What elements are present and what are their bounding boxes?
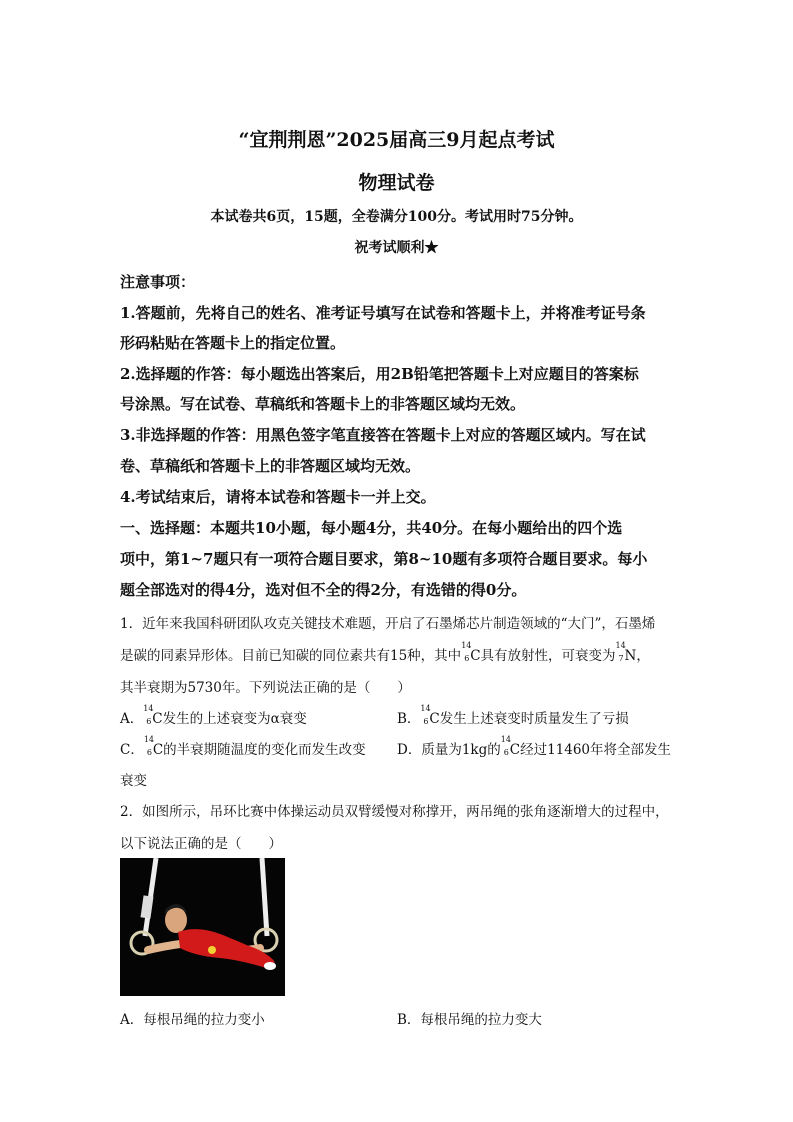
gymnast-rings-photo	[120, 858, 285, 996]
q2-line-1: 2．如图所示，吊环比赛中体操运动员双臂缓慢对称撑开，两吊绳的张角逐渐增大的过程中，	[120, 804, 669, 820]
q2-options-row-1	[120, 1008, 680, 1028]
isotope-c14	[500, 735, 511, 757]
subject-title: 物理试卷	[358, 172, 435, 194]
isotope-number: 6	[503, 748, 509, 757]
q1-option-d-continued: 衰变	[120, 773, 147, 789]
notice-item-1-line-2: 形码粘贴在答题卡上的指定位置。	[120, 334, 346, 352]
exam-title: “宜荆荆恩”2025届高三9月起点考试	[238, 129, 555, 151]
notice-heading: 注意事项：	[120, 273, 196, 291]
notice-item-2-line-1: 2.选择题的作答：每小题选出答案后，用2B铅笔把答题卡上对应题目的答案标	[120, 365, 639, 383]
isotope-c14	[420, 704, 431, 726]
q2-option-a: A．每根吊绳的拉力变小	[120, 1012, 265, 1028]
isotope-c14	[461, 641, 472, 663]
notice-item-3-line-1: 3.非选择题的作答：用黑色签字笔直接答在答题卡上对应的答题区域内。写在试	[120, 426, 646, 444]
isotope-number: 6	[464, 654, 470, 663]
isotope-c14	[143, 735, 155, 757]
q1-option-a	[120, 704, 307, 727]
q1-option-c	[120, 735, 366, 758]
option-label: A．	[120, 711, 144, 727]
q1-line-1: 1．近年来我国科研团队攻克关键技术难题，开启了石墨烯芯片制造领域的“大门”，石墨烯	[120, 616, 656, 632]
isotope-c14	[143, 704, 154, 726]
option-label: B．	[397, 711, 421, 727]
isotope-number: 6	[146, 717, 152, 726]
option-text: D．质量为1kg的	[397, 742, 501, 758]
option-text: C的半衰期随温度的变化而发生改变	[152, 742, 366, 758]
gymnast-illustration	[120, 858, 285, 996]
isotope-mass: 14	[461, 641, 472, 650]
wish-line: 祝考试顺利★	[354, 240, 439, 256]
option-text: C经过11460年将全部发生	[509, 742, 672, 758]
q1-line-2-text-c: N，	[624, 648, 650, 664]
isotope-mass: 14	[143, 704, 154, 713]
q1-line-2	[120, 641, 680, 664]
q2-line-2: 以下说法正确的是（ ）	[120, 836, 282, 852]
option-text: C发生的上述衰变为α衰变	[152, 711, 307, 727]
option-label: C．	[120, 742, 144, 758]
notice-item-3-line-2: 卷、草稿纸和答题卡上的非答题区域均无效。	[120, 457, 421, 475]
section-1-line-2: 项中，第1~7题只有一项符合题目要求，第8~10题有多项符合题目要求。每小	[120, 550, 648, 568]
isotope-n14	[615, 641, 626, 663]
notice-item-1-line-1: 1.答题前，先将自己的姓名、准考证号填写在试卷和答题卡上，并将准考证号条	[120, 304, 646, 322]
q1-option-b	[397, 704, 629, 727]
isotope-mass: 14	[420, 704, 431, 713]
q2-option-b: B．每根吊绳的拉力变大	[397, 1012, 542, 1028]
isotope-number: 6	[146, 748, 152, 757]
exam-info: 本试卷共6页，15题，全卷满分100分。考试用时75分钟。	[210, 209, 583, 225]
isotope-mass: 14	[143, 735, 155, 744]
isotope-mass: 14	[615, 641, 626, 650]
isotope-number: 7	[618, 654, 624, 663]
option-text: C发生上述衰变时质量发生了亏损	[429, 711, 629, 727]
q1-line-2-text-b: C具有放射性，可衰变为	[470, 648, 616, 664]
q1-line-3: 其半衰期为5730年。下列说法正确的是（ ）	[120, 680, 411, 696]
section-1-line-1: 一、选择题：本题共10小题，每小题4分，共40分。在每小题给出的四个选	[120, 519, 623, 537]
q1-options-row-2	[120, 735, 680, 758]
q1-option-d	[397, 735, 672, 758]
isotope-number: 6	[423, 717, 429, 726]
notice-item-4: 4.考试结束后，请将本试卷和答题卡一并上交。	[120, 488, 436, 506]
notice-item-2-line-2: 号涂黑。写在试卷、草稿纸和答题卡上的非答题区域均无效。	[120, 395, 526, 413]
q1-line-2-text-a: 是碳的同素异形体。目前已知碳的同位素共有15种，其中	[120, 648, 462, 664]
q1-options-row-1	[120, 704, 680, 727]
isotope-mass: 14	[500, 735, 511, 744]
section-1-line-3: 题全部选对的得4分，选对但不全的得2分，有选错的得0分。	[120, 581, 527, 599]
